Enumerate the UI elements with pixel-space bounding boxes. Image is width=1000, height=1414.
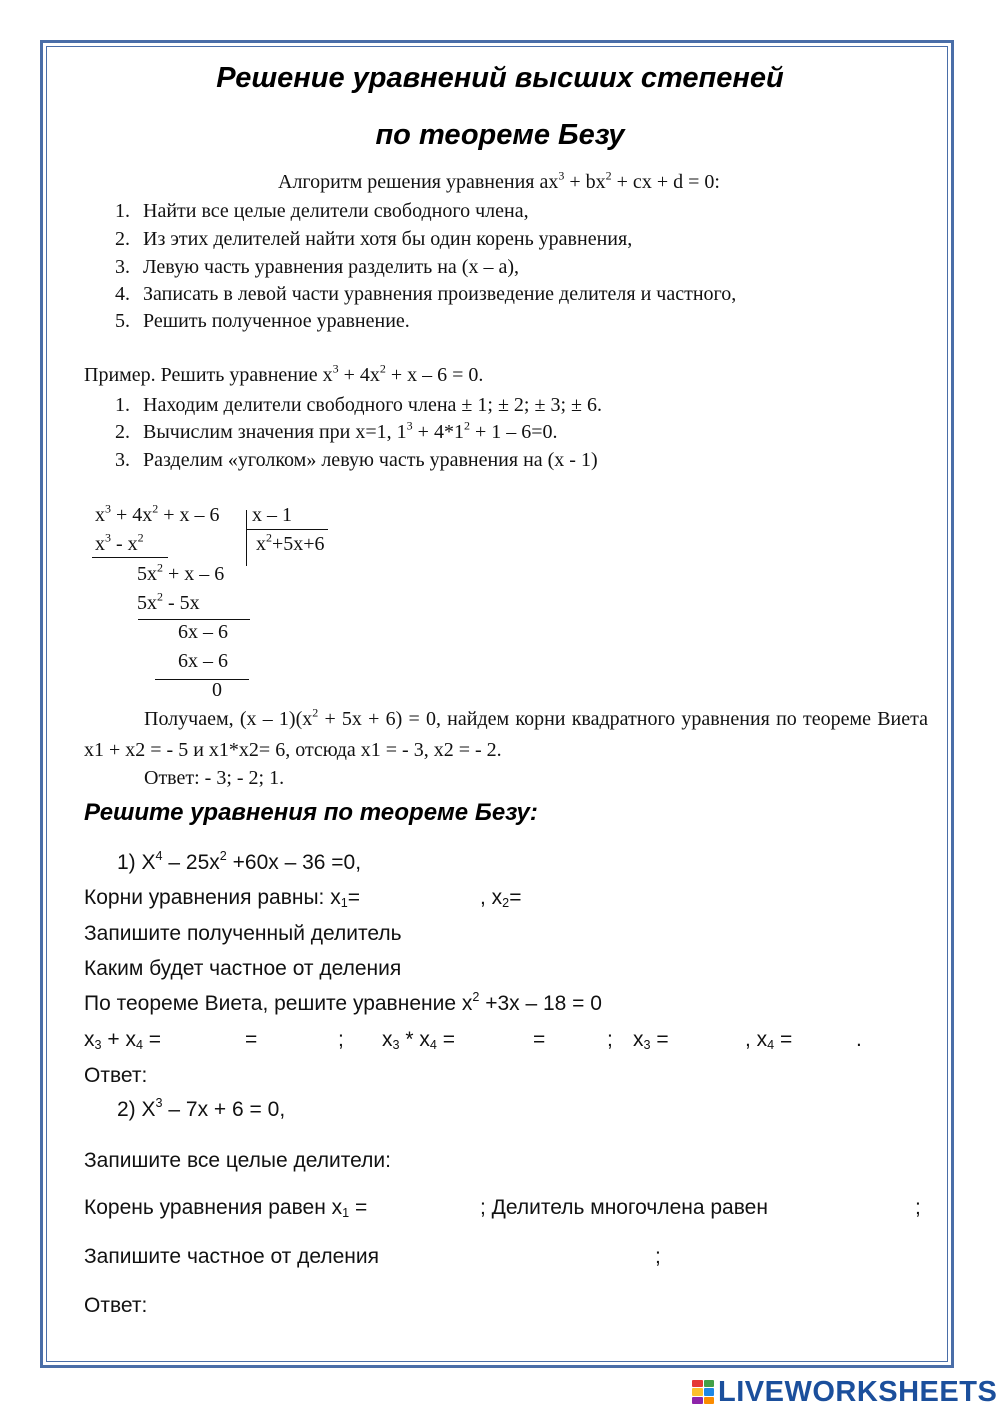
task1-x3-label: $x_3$ = <box>633 1028 669 1053</box>
task1-vieta-prompt: По теореме Виета, решите уравнение $x^2 +3x - 18 = 0$ <box>84 990 602 1015</box>
example-step: 3. Разделим «уголком» левую часть уравнения на (x - 1) <box>115 449 598 471</box>
task1-product-equals: = <box>533 1028 546 1051</box>
task1-sum-equals: = <box>245 1028 258 1051</box>
task1-roots-label: Корни уравнения равны: $x_1=$ <box>84 886 360 911</box>
task2-separator: ; <box>655 1245 661 1268</box>
page-title-line2: по теореме Безу <box>375 119 625 151</box>
task1-x4-label: , $x_4$ = <box>745 1028 793 1053</box>
example-step: 2. Вычислим значения при x=1, $1^3 + 4*1^2 + 1 - 6=0$. <box>115 418 558 443</box>
example-step: 1. Находим делители свободного члена ± 1; ± 2; ± 3; ± 6. <box>115 394 602 416</box>
liveworksheets-logo-text: LIVEWORKSHEETS <box>718 1375 998 1408</box>
task2-answer-label: Ответ: <box>84 1294 148 1317</box>
division-underline-2 <box>138 619 250 620</box>
exercises-heading: Решите уравнения по теореме Безу: <box>84 799 538 826</box>
division-remainder-2: 6x – 6 <box>178 621 228 643</box>
liveworksheets-logo-icon <box>692 1380 714 1404</box>
division-underline-1 <box>92 557 168 558</box>
task1-sum-label: $x_3 + x_4$ = <box>84 1028 162 1053</box>
algorithm-step: 3. Левую часть уравнения разделить на (x – a), <box>115 256 519 278</box>
task2-root-label: Корень уравнения равен $x_1$ = <box>84 1196 368 1221</box>
division-final-remainder: 0 <box>212 679 222 701</box>
algorithm-step: 2. Из этих делителей найти хотя бы один корень уравнения, <box>115 228 633 250</box>
division-dividend: $x^3 + 4x^2 + x - 6$ <box>95 501 220 526</box>
task1-quotient-label: Каким будет частное от деления <box>84 957 402 980</box>
task2-quotient-label: Запишите частное от деления <box>84 1245 380 1268</box>
division-subtrahend-3: 6x – 6 <box>178 650 228 672</box>
task1-root-x2-label: , $x_2=$ <box>480 886 522 911</box>
task2-divisor-label: ; Делитель многочлена равен <box>480 1196 768 1219</box>
algorithm-step: 1. Найти все целые делители свободного члена, <box>115 200 529 222</box>
task2-divisors-label: Запишите все целые делители: <box>84 1149 391 1172</box>
division-vertical-bar <box>246 510 247 566</box>
task1-product-label: $x_3 * x_4$ = <box>382 1028 455 1053</box>
example-heading: Пример. Решить уравнение $x^3 + 4x^2 + x - 6 = 0$. <box>84 361 484 386</box>
task1-divisor-label: Запишите полученный делитель <box>84 922 402 945</box>
division-divisor-line <box>246 529 328 530</box>
division-quotient: $x^2+5x+6$ <box>256 530 325 555</box>
division-subtrahend-2: $5x^2 - 5x$ <box>137 589 200 614</box>
division-remainder-1: $5x^2 + x - 6$ <box>137 560 225 585</box>
example-answer: Ответ: - 3; - 2; 1. <box>144 767 285 789</box>
conclusion-paragraph: Получаем, $(x - 1)(x^2 + 5x + 6) = 0$, найдем корни квадратного уравнения по теореме Виета x1 + x2 = - 5 и x1*x2= 6, отсюда x1 = - 3, x2 = - 2. <box>84 705 928 761</box>
algorithm-intro: Алгоритм решения уравнения $ax^3 + bx^2$ + cx + d = 0: <box>278 168 720 193</box>
page-title-line1: Решение уравнений высших степеней <box>216 62 784 94</box>
algorithm-step: 5. Решить полученное уравнение. <box>115 310 410 332</box>
division-divisor: x – 1 <box>252 504 292 526</box>
task1-separator: ; <box>607 1028 613 1051</box>
liveworksheets-logo <box>692 1375 997 1409</box>
division-underline-3 <box>155 679 249 680</box>
task1-equation: 1) $X^4 - 25x^2 +60x - 36 =0$, <box>117 849 362 874</box>
algorithm-step: 4. Записать в левой части уравнения произведение делителя и частного, <box>115 283 737 305</box>
task2-equation: 2) $X^3 - 7x + 6 = 0$, <box>117 1096 286 1121</box>
task1-end-dot: . <box>856 1028 862 1051</box>
task1-separator: ; <box>338 1028 344 1051</box>
task1-answer-label: Ответ: <box>84 1064 148 1087</box>
division-subtrahend-1: $x^3 - x^2$ <box>95 530 144 555</box>
task2-separator: ; <box>915 1196 921 1219</box>
